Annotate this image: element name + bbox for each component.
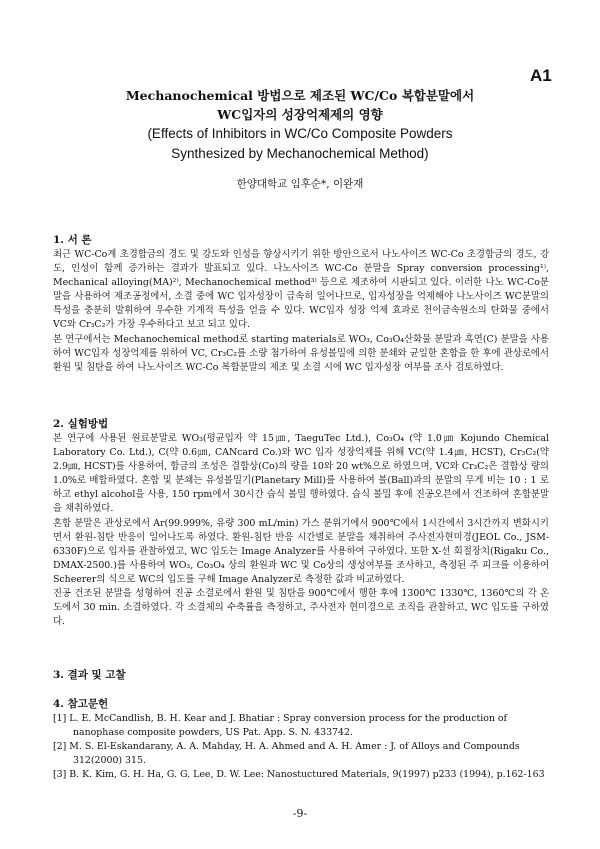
- reference-item: [1] L. E. McCandlish, B. H. Kear and J. Bhatiar : Spray conversion process for the production of nanophase composite powders, US Pat. App. S. N. 433742.: [53, 713, 508, 739]
- results-heading: 3. 결과 및 고찰: [53, 669, 126, 681]
- section-introduction: [53, 233, 549, 375]
- method-paragraph-1: 본 연구에 사용된 원료분말로 WO₃(평균입자 약 15㎛, TaeguTec Ltd.), Co₃O₄ (약 1.0㎛ Kojundo Chemical Laboratory Co. Ltd.), C(약 0.6㎛, CANcard Co.)와 WC 입자 성장억제를 위해 VC(약 1.4㎛, HCST), Cr₃C₂(약 2.9㎛, HCST)를 사용하여, 합금의 조성은 결합상(Co)의 량을 10와 20 wt%으로 하였으며, VC와 Cr₃C₂은 결합상 량의 1.0%로 배합하였다. 혼합 및 분쇄는 유성볼밀기(Planetary Mill)를 사용하여 볼(Ball)과의 분말의 무게 비는 10 : 1 로 하고 ethyl alcohol을 사용, 150 rpm에서 30시간 습식 볼밀 행하였다. 습식 볼밀 후에 진공오븐에서 건조하여 혼합분말을 채취하였다.: [53, 433, 549, 515]
- intro-heading: 1. 서 론: [53, 234, 92, 246]
- title-english-line1: (Effects of Inhibitors in WC/Co Composite Powders: [147, 126, 453, 141]
- authors: 한양대학교 임후순*, 이완재: [236, 178, 364, 190]
- section-references: [53, 697, 549, 782]
- method-paragraph-3: 진공 건조된 분말을 성형하여 진공 소결로에서 환원 및 침탄을 900℃에서 행한 후에 1300℃ 1330℃, 1360℃의 각 온도에서 30 min. 소결하였다. 각 소결체의 수축률을 측정하고, 주사전자 현미경으로 조직을 관찰하고, WC 입도를 구하였다.: [53, 588, 549, 628]
- section-results: [53, 668, 549, 683]
- intro-paragraph-2: 본 연구에서는 Mechanochemical method로 starting materials로 WO₃, Co₃O₄산화물 분말과 흑연(C) 분말을 사용하여 WC입자 성장억제를 위하여 VC, Cr₃C₂를 소량 첨가하여 유성볼밀에 의한 분쇄와 균일한 혼합을 한 후에 관상로에서 환원 및 침탄을 하여 나노사이즈 WC-Co 복합분말의 제조 및 소결 시에 WC 입자성장 여부를 조사 검토하였다.: [53, 333, 549, 373]
- method-paragraph-2: 혼합 분말은 관상로에서 Ar(99.999%, 유량 300 mL/min) 가스 분위기에서 900℃에서 1시간에서 3시간까지 변화시키면서 환원-침탄 반응이 일어나도록 하였다. 환원-침탄 반응 시간별로 분말을 채취하여 주사전자현미경(JEOL Co., JSM-6330F)으로 입자를 관찰하였고, WC 입도는 Image Analyzer를 사용하여 구하였다. 또한 X-선 회절장치(Rigaku Co., DMAX-2500.)를 사용하여 WO₃, Co₃O₄ 상의 환원과 WC 및 Co상의 생성여부를 조사하고, 측정된 주 피크를 이용하여 Scheerer의 식으로 WC의 입도를 구해 Image Analyzer로 측정한 값과 비교하였다.: [53, 517, 549, 585]
- intro-paragraph-1: 최근 WC-Co계 초경합금의 경도 및 강도와 인성을 향상시키기 위한 방안으로서 나노사이즈 WC-Co 초경합금의 경도, 강도, 인성이 함께 증가하는 결과가 발표되고 있다. 나노사이즈 WC-Co 분말을 Spray conversion processing¹⁾, Mechanical alloying(MA)²⁾, Mechanochemical method³⁾ 등으로 제조하여 시판되고 있다. 이러한 나노 WC-Co분말을 사용하여 제조공정에서, 소결 중에 WC 입자성장이 급속히 일어나므로, 입자성장을 억제해야 나노사이즈 WC분말의 특성을 충분히 발휘하여 우수한 기계적 특성을 얻을 수 있다. WC입자 성장 억제 효과로 천이금속원소의 탄화물 중에서 VC와 Cr₃C₂가 가장 우수하다고 보고 되고 있다.: [53, 249, 549, 331]
- section-method: [53, 417, 549, 629]
- title-korean-line1: Mechanochemical 방법으로 제조된 WC/Co 복합분말에서: [125, 88, 475, 103]
- method-heading: 2. 실험방법: [53, 418, 109, 430]
- reference-item: [2] M. S. El-Eskandarany, A. A. Mahday, H. A. Ahmed and A. H. Amer : J. of Alloys and Compounds 312(2000) 315.: [53, 741, 520, 767]
- reference-item: [3] B. K. Kim, G. H. Ha, G. G. Lee, D. W. Lee: Nanostuctured Materials, 9(1997) p233 (1994), p.162-163: [53, 769, 545, 781]
- page-number: -9-: [292, 807, 308, 820]
- title-block: [60, 86, 540, 164]
- references-heading: 4. 참고문헌: [53, 698, 109, 710]
- page-id-label: A1: [530, 66, 552, 85]
- title-english-line2: Synthesized by Mechanochemical Method): [171, 146, 429, 161]
- title-korean-line2: WC입자의 성장억제제의 영향: [217, 107, 383, 122]
